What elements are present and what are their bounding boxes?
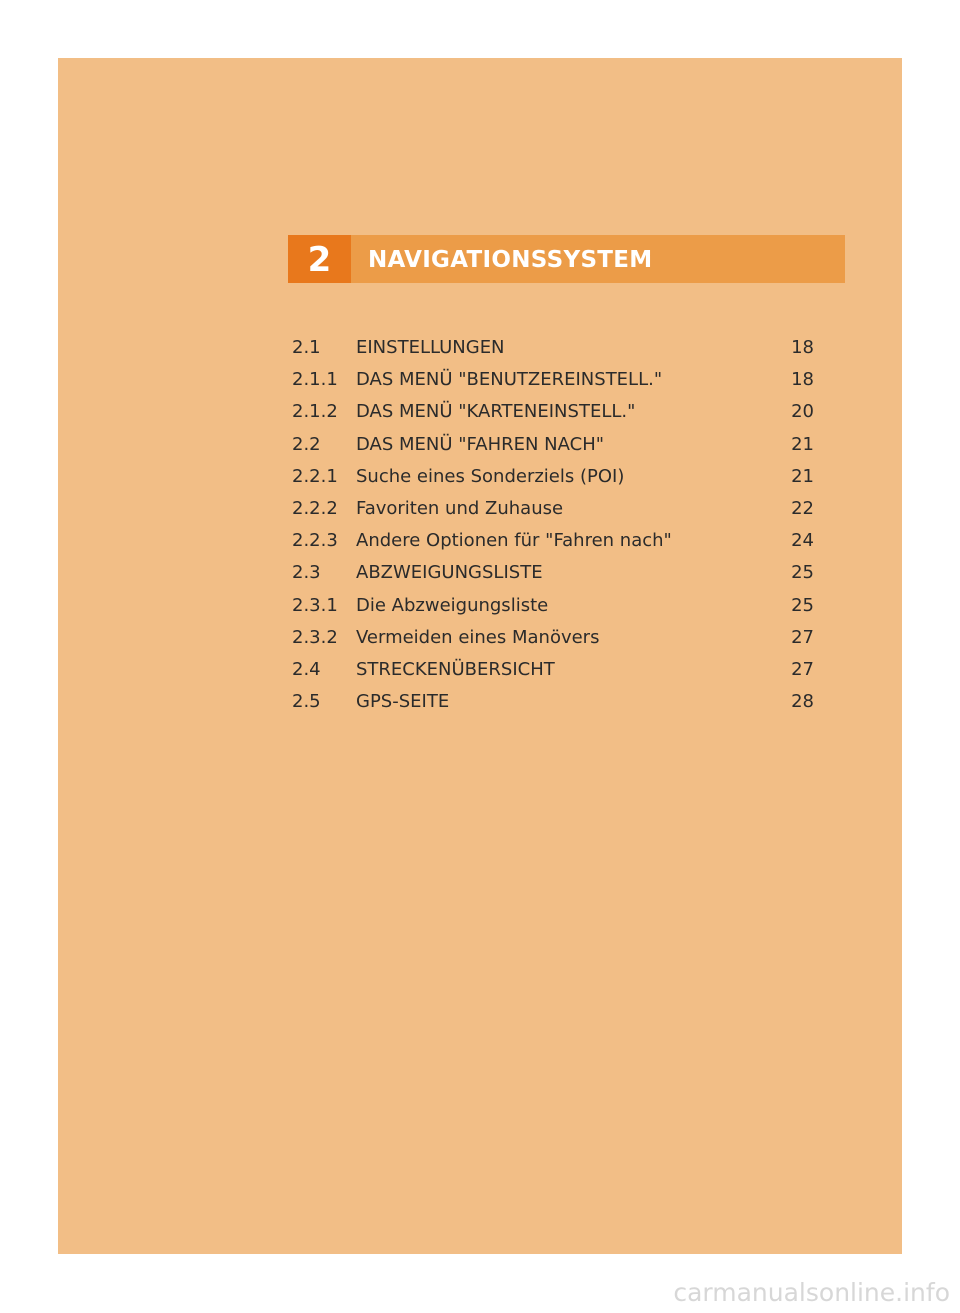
chapter-header bbox=[288, 235, 845, 283]
chapter-number: 2 bbox=[288, 235, 351, 283]
toc-entry-title: Suche eines Sonderziels (POI) bbox=[356, 465, 625, 487]
toc-entry[interactable] bbox=[292, 525, 814, 557]
toc-entry-title: EINSTELLUNGEN bbox=[356, 337, 505, 358]
toc-entry-title: DAS MENÜ "KARTENEINSTELL." bbox=[356, 401, 636, 423]
toc-entry-title: ABZWEIGUNGSLISTE bbox=[356, 562, 543, 584]
toc-entry-page: 27 bbox=[791, 658, 814, 680]
toc-entry-page: 24 bbox=[791, 530, 814, 552]
toc-entry-title: Vermeiden eines Manövers bbox=[356, 626, 600, 648]
toc-entry-page: 21 bbox=[791, 465, 814, 487]
toc-entry-number: 2.2.2 bbox=[292, 497, 338, 519]
toc-entry-title: DAS MENÜ "FAHREN NACH" bbox=[356, 433, 605, 455]
watermark: carmanualsonline.info bbox=[673, 1278, 950, 1307]
table-of-contents bbox=[292, 332, 814, 718]
toc-entry-number: 2.2 bbox=[292, 433, 321, 455]
toc-entry-page: 18 bbox=[791, 369, 814, 391]
toc-entry-title: DAS MENÜ "BENUTZEREINSTELL." bbox=[356, 369, 663, 391]
toc-entry[interactable] bbox=[292, 686, 814, 718]
toc-entry-number: 2.3.1 bbox=[292, 594, 338, 616]
toc-entry[interactable] bbox=[292, 493, 814, 525]
toc-entry-title: Andere Optionen für "Fahren nach" bbox=[356, 530, 672, 552]
toc-entry-number: 2.4 bbox=[292, 658, 321, 680]
toc-entry-page: 18 bbox=[791, 337, 814, 358]
toc-entry[interactable] bbox=[292, 364, 814, 396]
toc-entry-page: 27 bbox=[791, 626, 814, 648]
toc-entry-number: 2.1.1 bbox=[292, 369, 338, 391]
toc-entry-page: 25 bbox=[791, 562, 814, 584]
toc-entry-page: 21 bbox=[791, 433, 814, 455]
toc-entry[interactable] bbox=[292, 622, 814, 654]
toc-entry[interactable] bbox=[292, 590, 814, 622]
toc-entry-number: 2.2.3 bbox=[292, 530, 338, 552]
toc-entry-number: 2.1 bbox=[292, 337, 321, 358]
toc-entry-number: 2.1.2 bbox=[292, 401, 338, 423]
chapter-title: NAVIGATIONSSYSTEM bbox=[368, 247, 653, 273]
toc-entry-title: Favoriten und Zuhause bbox=[356, 497, 564, 519]
toc-entry-page: 20 bbox=[791, 401, 814, 423]
toc-entry[interactable] bbox=[292, 332, 814, 364]
toc-entry-number: 2.5 bbox=[292, 691, 321, 713]
toc-entry-title: Die Abzweigungsliste bbox=[356, 594, 549, 616]
toc-entry-number: 2.3.2 bbox=[292, 626, 338, 648]
toc-entry[interactable] bbox=[292, 654, 814, 686]
toc-entry-title: STRECKENÜBERSICHT bbox=[356, 658, 555, 680]
toc-entry-page: 28 bbox=[791, 691, 814, 713]
toc-entry[interactable] bbox=[292, 429, 814, 461]
toc-entry[interactable] bbox=[292, 396, 814, 428]
toc-entry-title: GPS-SEITE bbox=[356, 691, 450, 713]
toc-entry-number: 2.3 bbox=[292, 562, 321, 584]
toc-entry-page: 25 bbox=[791, 594, 814, 616]
toc-entry[interactable] bbox=[292, 461, 814, 493]
toc-entry-number: 2.2.1 bbox=[292, 465, 338, 487]
toc-entry[interactable] bbox=[292, 557, 814, 589]
toc-entry-page: 22 bbox=[791, 497, 814, 519]
